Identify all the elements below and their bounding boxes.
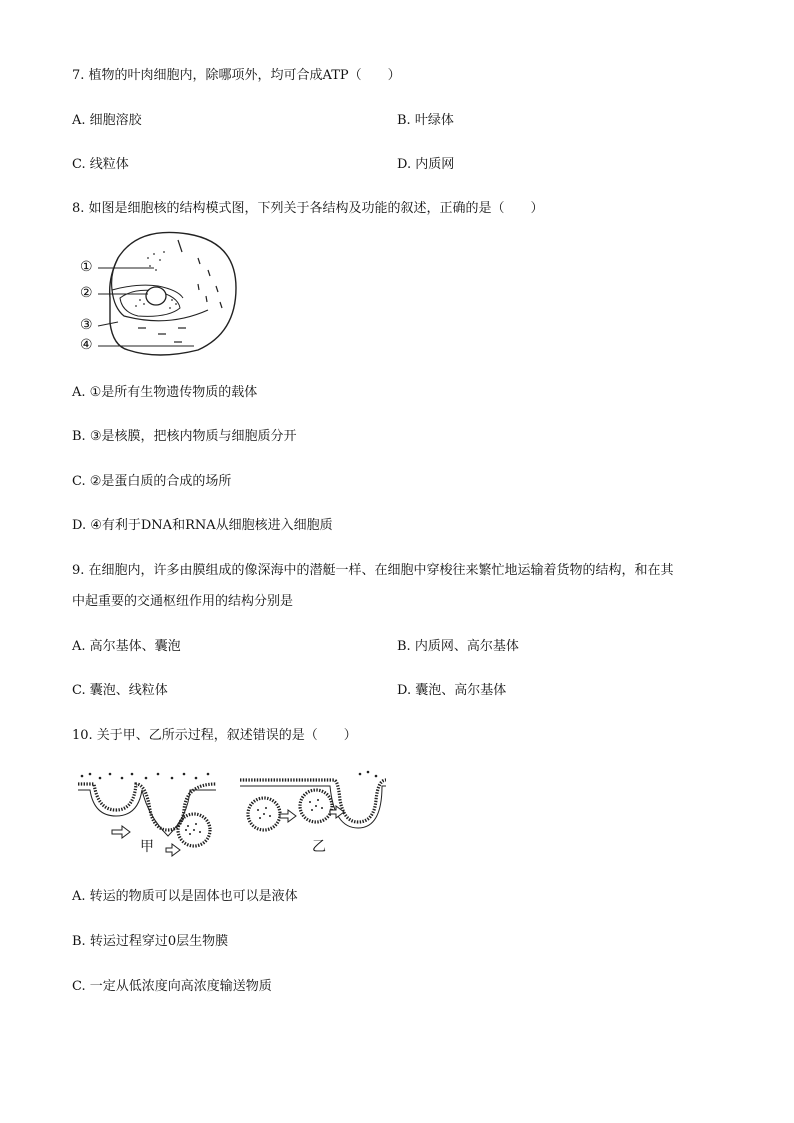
question-8-option-c[interactable]: C. ②是蛋白质的合成的场所 bbox=[72, 474, 232, 489]
nucleus-diagram bbox=[78, 228, 248, 363]
question-9-option-d[interactable]: D. 囊泡、高尔基体 bbox=[397, 683, 507, 698]
question-9-stem-line-2: 中起重要的交通枢纽作用的结构分别是 bbox=[72, 594, 294, 609]
question-7-option-a[interactable]: A. 细胞溶胶 bbox=[72, 113, 142, 128]
figure-label-1: ① bbox=[80, 259, 93, 275]
question-7-option-b[interactable]: B. 叶绿体 bbox=[397, 113, 454, 128]
question-8-option-a[interactable]: A. ①是所有生物遗传物质的载体 bbox=[72, 385, 258, 400]
figure-label-2: ② bbox=[80, 285, 93, 301]
question-7-option-c[interactable]: C. 线粒体 bbox=[72, 157, 129, 172]
question-9-stem-line-1: 9. 在细胞内，许多由膜组成的像深海中的潜艇一样、在细胞中穿梭往来繁忙地运输着货物的结构，和在其 bbox=[72, 563, 674, 578]
nucleus-structure-figure bbox=[78, 228, 248, 363]
question-8-stem: 8. 如图是细胞核的结构模式图，下列关于各结构及功能的叙述，正确的是（ ） bbox=[72, 201, 544, 216]
endocytosis-exocytosis-diagram bbox=[76, 770, 388, 862]
question-10-option-c[interactable]: C. 一定从低浓度向高浓度输送物质 bbox=[72, 979, 272, 994]
question-10-stem: 10. 关于甲、乙所示过程，叙述错误的是（ ） bbox=[72, 728, 357, 743]
question-8-option-b[interactable]: B. ③是核膜，把核内物质与细胞质分开 bbox=[72, 429, 297, 444]
figure-caption-jia: 甲 bbox=[140, 839, 154, 855]
question-8-option-d[interactable]: D. ④有利于DNA和RNA从细胞核进入细胞质 bbox=[72, 518, 333, 533]
question-7-stem: 7. 植物的叶肉细胞内，除哪项外，均可合成ATP（ ） bbox=[72, 68, 401, 83]
question-9-option-c[interactable]: C. 囊泡、线粒体 bbox=[72, 683, 168, 698]
figure-label-4: ④ bbox=[80, 337, 93, 353]
question-10-option-a[interactable]: A. 转运的物质可以是固体也可以是液体 bbox=[72, 889, 298, 904]
question-10-option-b[interactable]: B. 转运过程穿过0层生物膜 bbox=[72, 934, 229, 949]
question-9-option-a[interactable]: A. 高尔基体、囊泡 bbox=[72, 639, 181, 654]
question-9-option-b[interactable]: B. 内质网、高尔基体 bbox=[397, 639, 519, 654]
figure-caption-yi: 乙 bbox=[312, 839, 326, 855]
question-7-option-d[interactable]: D. 内质网 bbox=[397, 157, 455, 172]
vesicle-transport-figure bbox=[76, 770, 388, 862]
figure-label-3: ③ bbox=[80, 317, 93, 333]
